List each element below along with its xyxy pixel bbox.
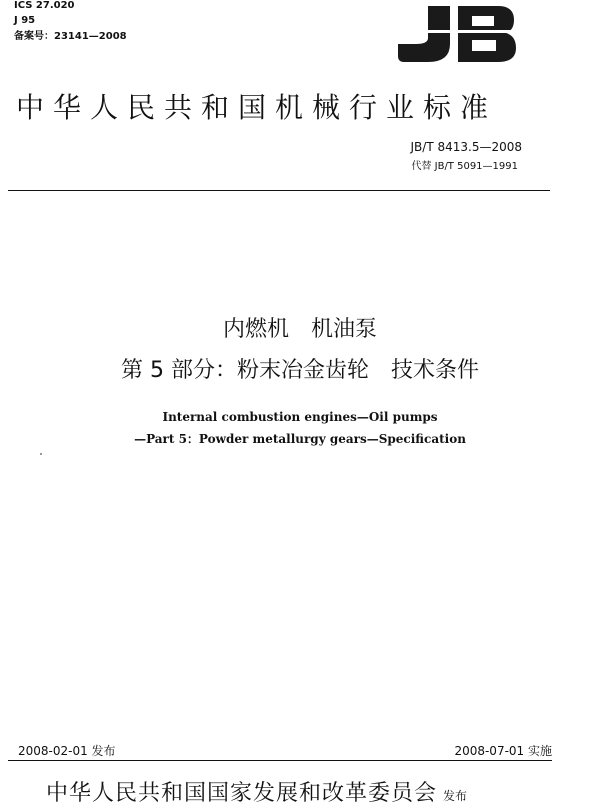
jb-logo bbox=[398, 4, 516, 68]
chinese-title-line-1: 内燃机 机油泵 bbox=[222, 317, 377, 342]
footer-divider bbox=[8, 760, 552, 761]
scan-speck bbox=[40, 453, 42, 455]
classification-code: J 95 bbox=[14, 15, 36, 26]
jb-logo-graphic bbox=[398, 4, 516, 64]
ics-code: ICS 27.020 bbox=[14, 0, 75, 11]
implementation-date: 2008-07-01 实施 bbox=[454, 744, 552, 758]
standard-body-title: 中华人民共和国机械行业标准 bbox=[16, 91, 498, 124]
english-title-line-1: Internal combustion engines—Oil pumps bbox=[162, 410, 438, 424]
chinese-title-line-2: 第 5 部分：粉末冶金齿轮 技术条件 bbox=[121, 358, 479, 383]
standard-number: JB/T 8413.5—2008 bbox=[410, 140, 522, 154]
replaced-standard: 代替 JB/T 5091—1991 bbox=[411, 161, 518, 172]
english-title-line-2: —Part 5：Powder metallurgy gears—Specification bbox=[134, 432, 466, 446]
header-divider bbox=[8, 190, 550, 191]
filing-number: 备案号：23141—2008 bbox=[14, 31, 127, 42]
issue-date: 2008-02-01 发布 bbox=[18, 744, 116, 758]
publisher bbox=[46, 776, 467, 807]
publisher-name: 中华人民共和国国家发展和改革委员会 bbox=[46, 781, 438, 806]
publisher-suffix: 发布 bbox=[443, 789, 468, 803]
